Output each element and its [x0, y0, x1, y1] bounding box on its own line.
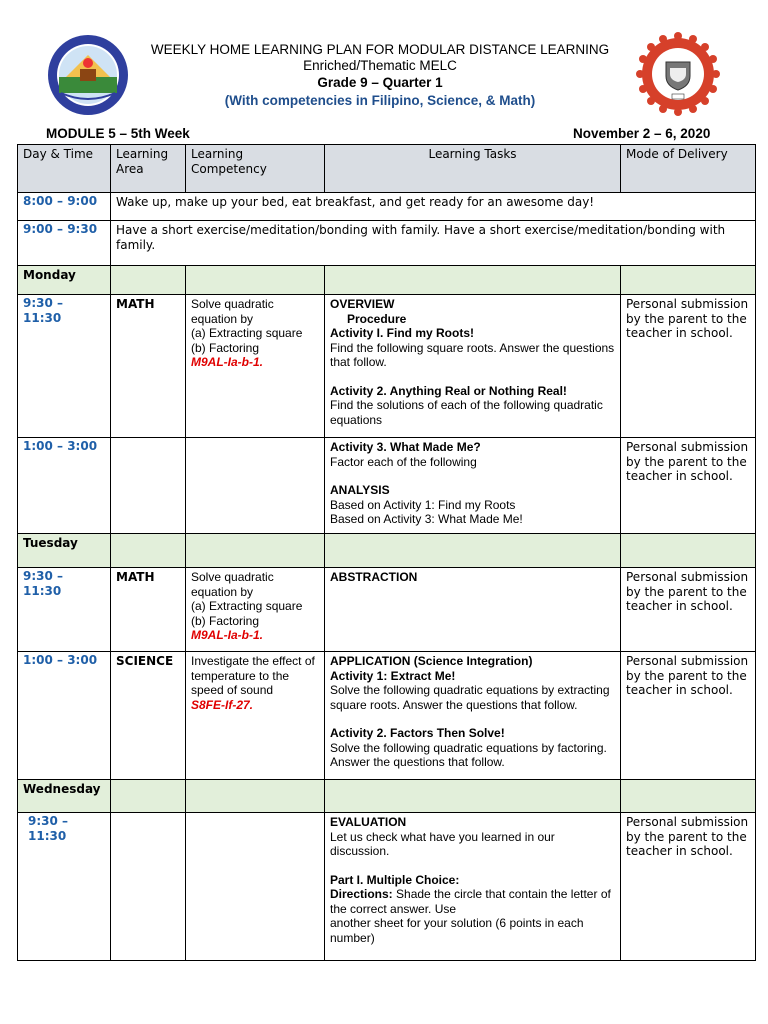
- competency-line: (b) Factoring: [191, 613, 260, 628]
- learning-plan-table: [17, 144, 756, 961]
- directions-body: Shade the circle that contain the letter of the correct answer. Use: [330, 887, 611, 916]
- melc-code: M9AL-Ia-b-1.: [191, 355, 263, 369]
- activity-text: Answer the questions that follow.: [330, 755, 505, 769]
- task-heading: EVALUATION: [330, 815, 407, 829]
- routine-text: Wake up, make up your bed, eat breakfast, and get ready for an awesome day!: [111, 193, 756, 221]
- time-cell: 9:30 – 11:30: [18, 568, 111, 652]
- plan-subtitle: Enriched/Thematic MELC: [303, 58, 457, 73]
- directions-label: Directions:: [330, 887, 393, 901]
- task-heading: ABSTRACTION: [330, 570, 418, 584]
- day-row-wednesday: [18, 780, 756, 813]
- day-row-tuesday: [18, 534, 756, 568]
- competency-line: equation by: [191, 584, 254, 599]
- competency-line: Solve quadratic: [191, 570, 274, 584]
- tasks-cell: [325, 652, 621, 780]
- table-header-row: [18, 145, 756, 193]
- table-row: [18, 568, 756, 652]
- competency-line: Investigate the effect of: [191, 654, 315, 668]
- day-label: Monday: [18, 266, 111, 295]
- activity-text: another sheet for your solution (6 points in each number): [330, 916, 584, 945]
- competency-line: speed of sound: [191, 683, 274, 697]
- plan-title: WEEKLY HOME LEARNING PLAN FOR MODULAR DISTANCE LEARNING: [150, 42, 610, 57]
- time-cell: 1:00 – 3:00: [18, 438, 111, 534]
- competency-line: (a) Extracting square: [191, 326, 303, 340]
- time-cell: 9:30 – 11:30: [18, 813, 111, 961]
- table-row: [18, 652, 756, 780]
- activity-text: Factor each of the following: [330, 454, 477, 469]
- tasks-cell: [325, 568, 621, 652]
- school-seal-logo: [636, 32, 720, 116]
- task-heading: ANALYSIS: [330, 483, 390, 497]
- time-cell: 9:30 – 11:30: [18, 295, 111, 438]
- header-day-time: Day & Time: [18, 145, 111, 193]
- mode-of-delivery: Personal submission by the parent to the teacher in school.: [621, 813, 756, 961]
- mode-of-delivery: Personal submission by the parent to the teacher in school.: [621, 295, 756, 438]
- time-cell: 9:00 – 9:30: [18, 221, 111, 266]
- header-mode-of-delivery: Mode of Delivery: [621, 145, 756, 193]
- activity-text: Solve the following quadratic equations by extracting square roots. Answer the questions that follow.: [330, 683, 610, 712]
- tasks-cell: [325, 813, 621, 961]
- task-heading: Procedure: [347, 311, 407, 326]
- activity-title: Activity 3. What Made Me?: [330, 440, 481, 454]
- header-learning-competency: Learning Competency: [186, 145, 325, 193]
- time-cell: 1:00 – 3:00: [18, 652, 111, 780]
- day-label: Tuesday: [18, 534, 111, 568]
- mode-of-delivery: Personal submission by the parent to the teacher in school.: [621, 652, 756, 780]
- activity-title: Activity 2. Factors Then Solve!: [330, 726, 505, 740]
- competency-cell: [186, 652, 325, 780]
- learning-area: SCIENCE: [111, 652, 186, 780]
- deped-seal-logo: [46, 33, 130, 117]
- melc-code: S8FE-If-27.: [191, 697, 254, 712]
- header-learning-area: Learning Area: [111, 145, 186, 193]
- header-learning-tasks: Learning Tasks: [325, 145, 621, 193]
- mode-of-delivery: Personal submission by the parent to the teacher in school.: [621, 438, 756, 534]
- time-cell: 8:00 – 9:00: [18, 193, 111, 221]
- plan-header: [120, 42, 640, 109]
- tasks-cell: [325, 438, 621, 534]
- activity-text: Based on Activity 3: What Made Me!: [330, 512, 523, 526]
- module-label: MODULE 5 – 5th Week: [46, 126, 190, 141]
- competencies-note: (With competencies in Filipino, Science, & Math): [224, 93, 536, 108]
- competency-line: Solve quadratic: [191, 297, 274, 311]
- learning-area: MATH: [111, 568, 186, 652]
- table-row: [18, 295, 756, 438]
- activity-text: Find the following square roots. Answer the questions that follow.: [330, 340, 615, 369]
- activity-title: Activity 2. Anything Real or Nothing Real!: [330, 383, 567, 398]
- table-row: [18, 193, 756, 221]
- task-heading: APPLICATION (Science Integration): [330, 654, 533, 668]
- competency-cell: [186, 568, 325, 652]
- day-row-monday: [18, 266, 756, 295]
- melc-code: M9AL-Ia-b-1.: [191, 628, 263, 642]
- competency-line: (a) Extracting square: [191, 599, 303, 613]
- routine-text: Have a short exercise/meditation/bonding with family. Have a short exercise/meditation/bonding with family.: [111, 221, 756, 266]
- table-row: [18, 438, 756, 534]
- table-row: [18, 221, 756, 266]
- mode-of-delivery: Personal submission by the parent to the teacher in school.: [621, 568, 756, 652]
- task-heading: OVERVIEW: [330, 297, 395, 311]
- tasks-cell: [325, 295, 621, 438]
- date-range: November 2 – 6, 2020: [573, 126, 711, 141]
- activity-text: Find the solutions of each of the following quadratic equations: [330, 398, 603, 427]
- competency-line: equation by: [191, 311, 254, 326]
- table-row: [18, 813, 756, 961]
- directions-text: [330, 887, 615, 916]
- activity-title: Activity I. Find my Roots!: [330, 326, 475, 340]
- learning-area: MATH: [111, 295, 186, 438]
- competency-line: (b) Factoring: [191, 340, 260, 355]
- activity-title: Activity 1: Extract Me!: [330, 668, 456, 683]
- activity-text: Let us check what have you learned in our discussion.: [330, 829, 555, 858]
- activity-text: Based on Activity 1: Find my Roots: [330, 497, 516, 512]
- activity-text: Solve the following quadratic equations by factoring.: [330, 740, 607, 755]
- competency-cell: [186, 295, 325, 438]
- day-label: Wednesday: [18, 780, 111, 813]
- activity-title: Part I. Multiple Choice:: [330, 872, 460, 887]
- competency-line: temperature to the: [191, 668, 290, 683]
- grade-quarter: Grade 9 – Quarter 1: [317, 75, 443, 90]
